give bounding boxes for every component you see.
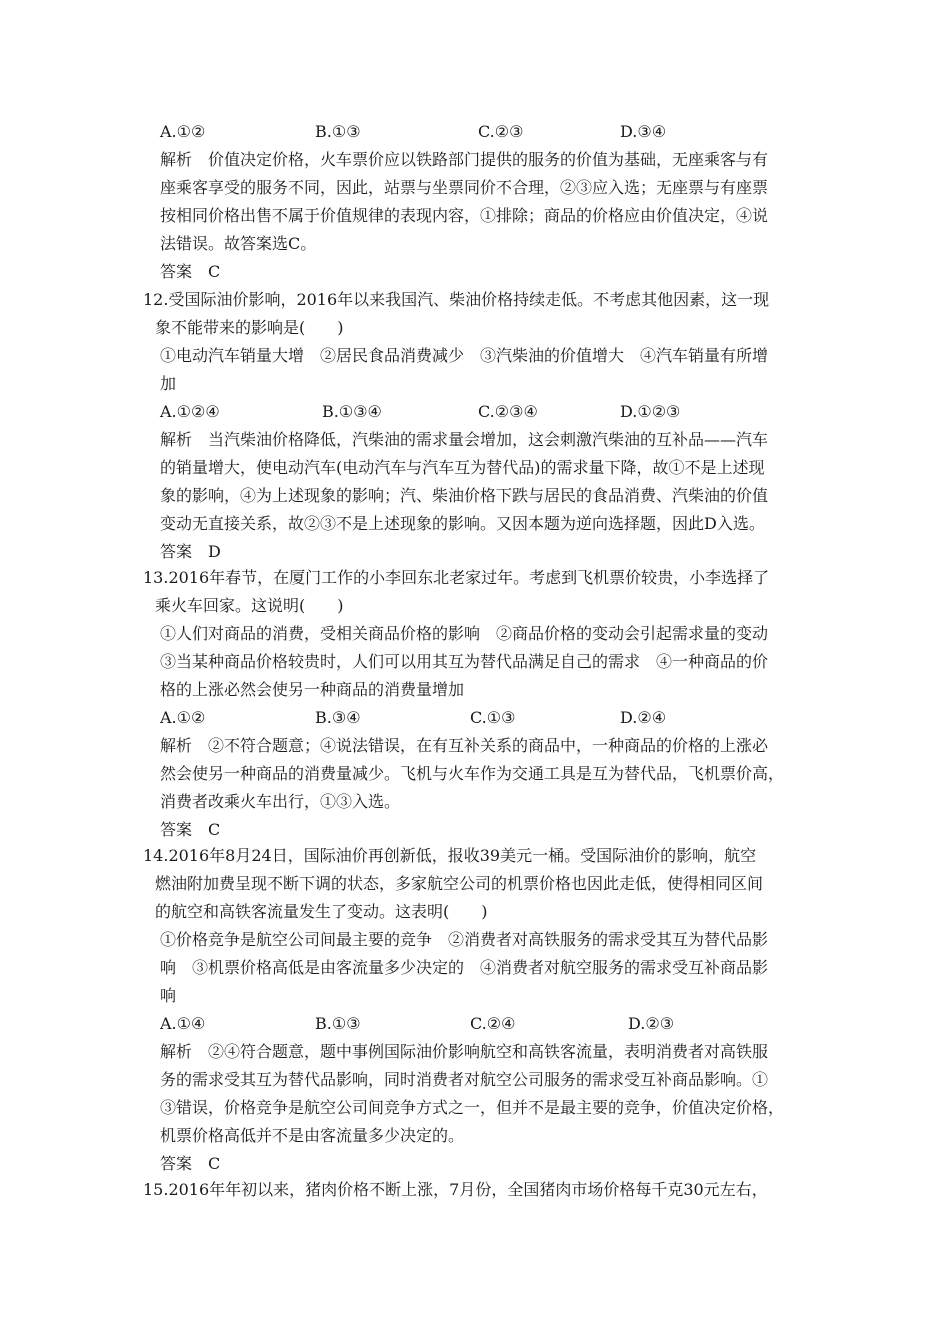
option-a: A.①②④ <box>160 402 220 421</box>
question-stem: 15.2016年年初以来，猪肉价格不断上涨，7月份，全国猪肉市场价格每千克30元左右， <box>143 1180 768 1199</box>
choice-line: ①人们对商品的消费，受相关商品价格的影响 ②商品价格的变动会引起需求量的变动 <box>160 624 769 643</box>
option-b: B.①③ <box>315 122 361 141</box>
analysis-line: 解析 当汽柴油价格降低，汽柴油的需求量会增加，这会刺激汽柴油的互补品——汽车 <box>160 430 769 449</box>
answer: 答案 C <box>160 820 221 839</box>
option-c: C.②③ <box>478 122 524 141</box>
choice-line: 响 <box>160 986 177 1005</box>
question-stem: 12.受国际油价影响，2016年以来我国汽、柴油价格持续走低。不考虑其他因素，这一现 <box>143 290 770 309</box>
option-a: A.①② <box>160 708 206 727</box>
option-a: A.①④ <box>160 1014 206 1033</box>
question-stem: 象不能带来的影响是( ) <box>155 318 344 337</box>
option-c: C.②④ <box>470 1014 516 1033</box>
choice-line: 加 <box>160 374 177 393</box>
analysis-line: 变动无直接关系，故②③不是上述现象的影响。又因本题为逆向选择题，因此D入选。 <box>160 514 765 533</box>
option-a: A.①② <box>160 122 206 141</box>
choice-line: ③当某种商品价格较贵时，人们可以用其互为替代品满足自己的需求 ④一种商品的价 <box>160 652 769 671</box>
question-stem: 14.2016年8月24日，国际油价再创新低，报收39美元一桶。受国际油价的影响，航空 <box>143 846 757 865</box>
analysis-line: ③错误，价格竞争是航空公司间竞争方式之一，但并不是最主要的竞争，价值决定价格， <box>160 1098 785 1117</box>
answer: 答案 D <box>160 542 221 561</box>
analysis-line: 消费者改乘火车出行，①③入选。 <box>160 792 401 811</box>
answer: 答案 C <box>160 262 221 281</box>
question-stem: 13.2016年春节，在厦门工作的小李回东北老家过年。考虑到飞机票价较贵，小李选择了 <box>143 568 770 587</box>
question-stem: 乘火车回家。这说明( ) <box>155 596 344 615</box>
option-c: C.①③ <box>470 708 516 727</box>
analysis-line: 然会使另一种商品的消费量减少。飞机与火车作为交通工具是互为替代品，飞机票价高， <box>160 764 785 783</box>
choice-line: ①价格竞争是航空公司间最主要的竞争 ②消费者对高铁服务的需求受其互为替代品影 <box>160 930 769 949</box>
analysis-line: 解析 价值决定价格，火车票价应以铁路部门提供的服务的价值为基础，无座乘客与有 <box>160 150 769 169</box>
analysis-line: 座乘客享受的服务不同，因此，站票与坐票同价不合理，②③应入选；无座票与有座票 <box>160 178 769 197</box>
option-d: D.②④ <box>620 708 667 727</box>
analysis-line: 机票价格高低并不是由客流量多少决定的。 <box>160 1126 465 1145</box>
option-b: B.③④ <box>315 708 361 727</box>
analysis-line: 按相同价格出售不属于价值规律的表现内容，①排除；商品的价格应由价值决定，④说 <box>160 206 769 225</box>
analysis-line: 的销量增大，使电动汽车(电动汽车与汽车互为替代品)的需求量下降，故①不是上述现 <box>160 458 765 477</box>
option-b: B.①③ <box>315 1014 361 1033</box>
choice-line: 响 ③机票价格高低是由客流量多少决定的 ④消费者对航空服务的需求受互补商品影 <box>160 958 769 977</box>
answer: 答案 C <box>160 1154 221 1173</box>
analysis-line: 解析 ②不符合题意；④说法错误，在有互补关系的商品中，一种商品的价格的上涨必 <box>160 736 769 755</box>
option-d: D.②③ <box>628 1014 675 1033</box>
option-c: C.②③④ <box>478 402 538 421</box>
question-stem: 的航空和高铁客流量发生了变动。这表明( ) <box>155 902 488 921</box>
option-d: D.③④ <box>620 122 667 141</box>
analysis-line: 务的需求受其互为替代品影响，同时消费者对航空公司服务的需求受互补商品影响。① <box>160 1070 769 1089</box>
analysis-line: 象的影响，④为上述现象的影响；汽、柴油价格下跌与居民的食品消费、汽柴油的价值 <box>160 486 769 505</box>
choice-line: 格的上涨必然会使另一种商品的消费量增加 <box>160 680 465 699</box>
option-b: B.①③④ <box>322 402 382 421</box>
question-stem: 燃油附加费呈现不断下调的状态，多家航空公司的机票价格也因此走低，使得相同区间 <box>155 874 764 893</box>
analysis-line: 法错误。故答案选C。 <box>160 234 317 253</box>
analysis-line: 解析 ②④符合题意，题中事例国际油价影响航空和高铁客流量，表明消费者对高铁服 <box>160 1042 769 1061</box>
choice-line: ①电动汽车销量大增 ②居民食品消费减少 ③汽柴油的价值增大 ④汽车销量有所增 <box>160 346 769 365</box>
option-d: D.①②③ <box>620 402 681 421</box>
